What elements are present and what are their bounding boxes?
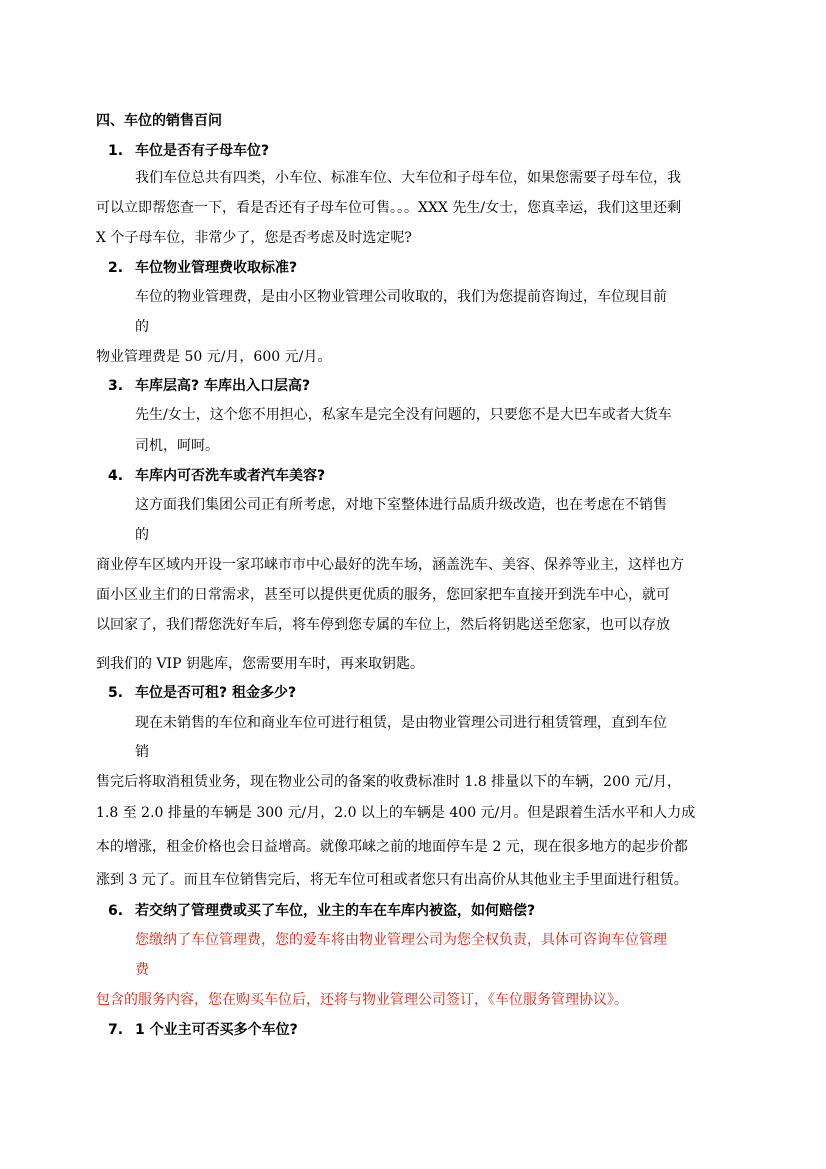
answer-line: 先生/女士，这个您不用担心，私家车是完全没有问题的，只要您不是大巴车或者大货车	[135, 407, 672, 423]
answer-line: 包含的服务内容，您在购买车位后，还将与物业管理公司签订，《车位服务管理协议》。	[96, 992, 628, 1008]
answer-line: 销	[135, 744, 149, 760]
question-title: 若交纳了管理费或买了车位，业主的车在车库内被盗，如何赔偿?	[135, 903, 536, 919]
answer-line: 您缴纳了车位管理费，您的爱车将由物业管理公司为您全权负责，具体可咨询车位管理	[135, 932, 667, 948]
answer-line: 费	[135, 962, 149, 978]
question-number: 1.	[108, 143, 124, 159]
question-title: 车位物业管理费收取标准?	[135, 260, 298, 276]
answer-line: 现在未销售的车位和商业车位可进行租赁，是由物业管理公司进行租赁管理，直到车位	[135, 715, 667, 731]
answer-line: 车位的物业管理费，是由小区物业管理公司收取的，我们为您提前咨询过，车位现目前	[135, 289, 667, 305]
answer-line: 到我们的 VIP 钥匙库，您需要用车时，再来取钥匙。	[96, 656, 424, 672]
question-number: 4.	[108, 468, 124, 484]
answer-line: 物业管理费是 50 元/月，600 元/月。	[96, 349, 332, 365]
answer-line: 售完后将取消租赁业务，现在物业公司的备案的收费标准时 1.8 排量以下的车辆，200 元/月，	[96, 774, 682, 790]
answer-line: 的	[135, 527, 149, 543]
question-title: 车位是否有子母车位?	[135, 143, 270, 159]
answer-line: 涨到 3 元了。而且车位销售完后，将无车位可租或者您只有出高价从其他业主手里面进行租赁。	[96, 872, 688, 888]
question-title: 1 个业主可否买多个车位?	[135, 1022, 298, 1038]
answer-line: 以回家了，我们帮您洗好车后，将车停到您专属的车位上，然后将钥匙送至您家，也可以存放	[96, 617, 670, 633]
answer-line: X 个子母车位，非常少了，您是否考虑及时选定呢?	[96, 230, 412, 246]
question-title: 车位是否可租? 租金多少?	[135, 685, 297, 701]
answer-line: 的	[135, 319, 149, 335]
question-title: 车库层高? 车库出入口层高?	[135, 378, 311, 394]
answer-line: 面小区业主们的日常需求，甚至可以提供更优质的服务，您回家把车直接开到洗车中心，就可	[96, 587, 670, 603]
answer-line: 1.8 至 2.0 排量的车辆是 300 元/月，2.0 以上的车辆是 400 元/月。但是跟着生活水平和人力成	[96, 805, 696, 821]
answer-line: 这方面我们集团公司正有所考虑，对地下室整体进行品质升级改造，也在考虑在不销售	[135, 497, 667, 513]
answer-line: 本的增涨，租金价格也会日益增高。就像邛崃之前的地面停车是 2 元，现在很多地方的起步价都	[96, 839, 688, 855]
section-title: 四、车位的销售百问	[96, 113, 222, 129]
question-number: 3.	[108, 378, 124, 394]
question-title: 车库内可否洗车或者汽车美容?	[135, 468, 326, 484]
question-number: 5.	[108, 685, 124, 701]
question-number: 7.	[108, 1022, 124, 1038]
question-number: 2.	[108, 260, 124, 276]
answer-line: 可以立即帮您查一下，看是否还有子母车位可售。。。XXX 先生/女士，您真幸运，我们这里还剩	[96, 200, 682, 216]
answer-line: 我们车位总共有四类，小车位、标准车位、大车位和子母车位，如果您需要子母车位，我	[135, 170, 681, 186]
answer-line: 商业停车区域内开设一家邛崃市市中心最好的洗车场，涵盖洗车、美容、保养等业主，这样也方	[96, 557, 684, 573]
question-number: 6.	[108, 903, 124, 919]
answer-line: 司机，呵呵。	[135, 438, 219, 454]
